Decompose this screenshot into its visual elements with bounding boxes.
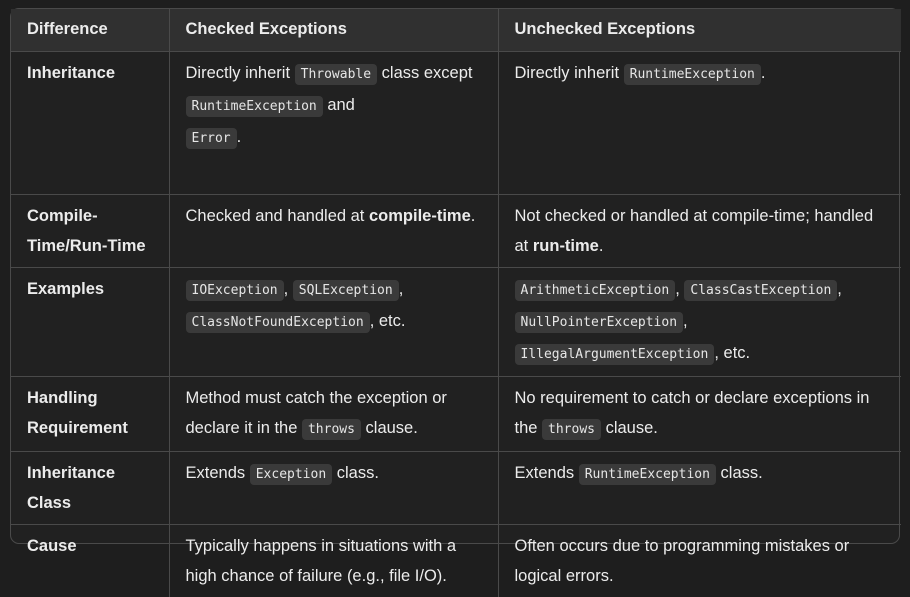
cell-text: , bbox=[675, 279, 685, 298]
table-row-inheritance bbox=[11, 51, 901, 194]
header-unchecked-exceptions: Unchecked Exceptions bbox=[498, 9, 901, 51]
row-label: Cause bbox=[11, 524, 169, 597]
cell-text: . bbox=[470, 206, 476, 225]
code-snippet: throws bbox=[542, 419, 601, 440]
cell-text: , etc. bbox=[714, 343, 751, 362]
table-row-examples bbox=[11, 267, 901, 376]
checked-cell: Typically happens in situations with a high chance of failure (e.g., file I/O). bbox=[169, 524, 498, 597]
code-snippet: ArithmeticException bbox=[515, 280, 676, 301]
code-snippet: ClassNotFoundException bbox=[186, 312, 370, 333]
cell-text: Extends bbox=[514, 463, 579, 482]
checked-cell bbox=[169, 267, 498, 376]
comparison-table-container bbox=[10, 8, 900, 585]
bold-text: run-time bbox=[532, 236, 599, 255]
code-snippet: RuntimeException bbox=[579, 464, 716, 485]
cell-text: class. bbox=[715, 463, 763, 482]
cell-text: Checked and handled at bbox=[185, 206, 369, 225]
row-label: Inheritance bbox=[11, 51, 169, 194]
unchecked-cell: Often occurs due to programming mistakes or logical errors. bbox=[514, 536, 850, 585]
table-row-handling-requirement bbox=[11, 376, 901, 451]
code-snippet: RuntimeException bbox=[624, 64, 761, 85]
code-snippet: throws bbox=[302, 419, 361, 440]
cell-text: class. bbox=[332, 463, 379, 482]
cell-text: Method must catch the exception or declare it in the bbox=[185, 388, 447, 437]
code-snippet: IllegalArgumentException bbox=[515, 344, 715, 365]
code-snippet: NullPointerException bbox=[515, 312, 684, 333]
cell-text: Directly inherit bbox=[185, 63, 295, 82]
unchecked-cell bbox=[498, 376, 901, 451]
checked-cell bbox=[169, 51, 498, 194]
cell-text: clause. bbox=[360, 418, 418, 437]
row-label: Compile-Time/Run-Time bbox=[11, 194, 169, 267]
cell-text: , bbox=[683, 311, 688, 330]
row-label: Inheritance Class bbox=[11, 451, 169, 524]
cell-text: class except bbox=[377, 63, 473, 82]
header-row bbox=[11, 9, 901, 51]
table-row-compile-run-time bbox=[11, 194, 901, 267]
header-checked-exceptions: Checked Exceptions bbox=[169, 9, 498, 51]
code-snippet: Exception bbox=[250, 464, 332, 485]
cell-text: and bbox=[322, 95, 355, 114]
cell-text: Directly inherit bbox=[514, 63, 624, 82]
code-snippet: RuntimeException bbox=[186, 96, 323, 117]
cell-text: . bbox=[236, 127, 242, 146]
checked-cell bbox=[169, 376, 498, 451]
cell-text: , etc. bbox=[369, 311, 406, 330]
code-snippet: Error bbox=[186, 128, 237, 149]
table-row-inheritance-class bbox=[11, 451, 901, 524]
cell-text: . bbox=[598, 236, 604, 255]
header-difference: Difference bbox=[11, 9, 169, 51]
code-snippet: IOException bbox=[186, 280, 284, 301]
cell-text: Extends bbox=[185, 463, 250, 482]
code-snippet: ClassCastException bbox=[684, 280, 837, 301]
unchecked-cell bbox=[498, 267, 901, 376]
cell-text: , bbox=[283, 279, 293, 298]
cell-text: , bbox=[837, 279, 842, 298]
code-snippet: Throwable bbox=[295, 64, 377, 85]
unchecked-cell bbox=[498, 451, 901, 524]
unchecked-cell bbox=[498, 51, 901, 194]
cell-text: clause. bbox=[601, 418, 658, 437]
cell-text: . bbox=[760, 63, 766, 82]
code-snippet: SQLException bbox=[293, 280, 399, 301]
row-label: Examples bbox=[11, 267, 169, 376]
cell-text: , bbox=[398, 279, 404, 298]
bold-text: compile-time bbox=[368, 206, 471, 225]
table-row-cause bbox=[11, 524, 901, 597]
checked-cell bbox=[169, 194, 498, 267]
comparison-table bbox=[11, 9, 901, 597]
checked-cell bbox=[169, 451, 498, 524]
cell-text: No requirement to catch or declare exceptions in the bbox=[514, 388, 870, 437]
cell-text: Not checked or handled at compile-time; handled at bbox=[514, 206, 874, 255]
unchecked-cell bbox=[498, 194, 901, 267]
row-label: Handling Requirement bbox=[11, 376, 169, 451]
